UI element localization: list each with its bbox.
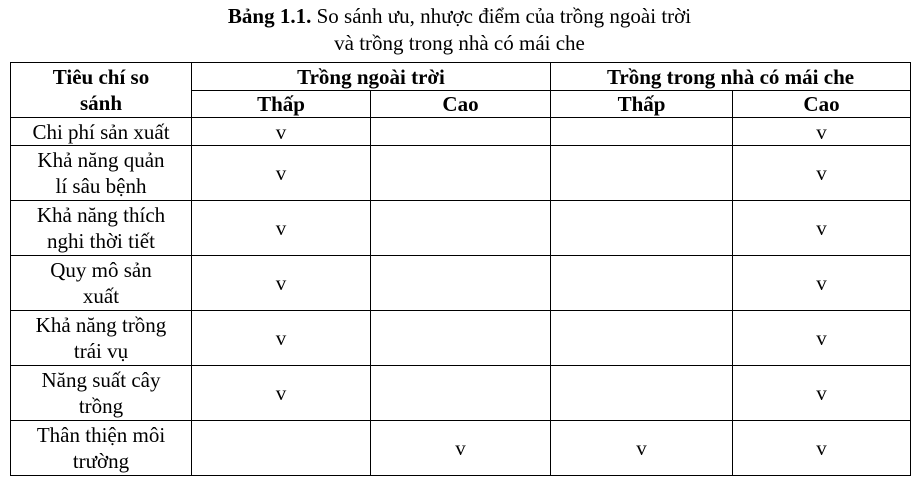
indoor-high-cell: v: [733, 256, 911, 311]
criterion-line-2: trồng: [78, 394, 124, 418]
criterion-line-2: xuất: [82, 284, 120, 308]
criterion-line-1: Khả năng quản: [37, 148, 165, 172]
table-row: [11, 201, 911, 256]
criteria-header-line-2: sánh: [79, 91, 123, 115]
table-row: [11, 311, 911, 366]
outdoor-high-cell: [371, 118, 551, 146]
outdoor-group-header: Trồng ngoài trời: [192, 63, 551, 91]
criteria-header: [11, 63, 192, 118]
criterion-cell: [11, 311, 192, 366]
criterion-cell: [11, 201, 192, 256]
outdoor-high-cell: [371, 201, 551, 256]
indoor-low-cell: [551, 201, 733, 256]
indoor-high-cell: v: [733, 146, 911, 201]
indoor-high-cell: v: [733, 366, 911, 421]
indoor-low-cell: [551, 366, 733, 421]
criterion-cell: [11, 256, 192, 311]
indoor-low-cell: [551, 311, 733, 366]
outdoor-high-header: Cao: [371, 91, 551, 118]
table-row: [11, 118, 911, 146]
outdoor-high-cell: [371, 146, 551, 201]
outdoor-low-cell: v: [192, 201, 371, 256]
outdoor-high-cell: [371, 256, 551, 311]
criteria-header-line-1: Tiêu chí so: [52, 65, 150, 89]
indoor-low-cell: [551, 256, 733, 311]
caption-line-1: [0, 3, 919, 30]
header-row-groups: [11, 63, 911, 91]
caption-line-2: và trồng trong nhà có mái che: [334, 31, 585, 55]
outdoor-low-cell: v: [192, 311, 371, 366]
indoor-high-cell: v: [733, 201, 911, 256]
criterion-line-2: nghi thời tiết: [47, 229, 155, 253]
indoor-low-header: Thấp: [551, 91, 733, 118]
table-row: [11, 146, 911, 201]
outdoor-high-cell: [371, 311, 551, 366]
table-row: [11, 421, 911, 476]
outdoor-low-cell: v: [192, 256, 371, 311]
indoor-low-cell: v: [551, 421, 733, 476]
criterion-cell: [11, 421, 192, 476]
criterion-line-1: Quy mô sản: [50, 258, 152, 282]
criterion-line-2: trái vụ: [73, 339, 129, 363]
outdoor-low-cell: v: [192, 118, 371, 146]
outdoor-low-cell: v: [192, 366, 371, 421]
outdoor-low-header: Thấp: [192, 91, 371, 118]
indoor-high-cell: v: [733, 311, 911, 366]
outdoor-low-cell: v: [192, 146, 371, 201]
table-caption: [0, 3, 919, 57]
caption-text: So sánh ưu, nhược điểm của trồng ngoài trời: [311, 4, 692, 28]
indoor-high-cell: v: [733, 421, 911, 476]
criterion-line-1: Khả năng trồng: [35, 313, 167, 337]
criterion-line-1: Năng suất cây: [41, 368, 161, 392]
criterion-line-1: Chi phí sản xuất: [32, 119, 170, 144]
criterion-line-2: trường: [72, 449, 130, 473]
indoor-low-cell: [551, 118, 733, 146]
caption-label: Bảng 1.1.: [227, 4, 312, 28]
criterion-line-1: Khả năng thích: [36, 203, 166, 227]
indoor-group-header: Trồng trong nhà có mái che: [551, 63, 911, 91]
outdoor-high-cell: [371, 366, 551, 421]
outdoor-low-cell: [192, 421, 371, 476]
table-row: [11, 366, 911, 421]
criterion-cell: [11, 366, 192, 421]
comparison-table: [10, 62, 911, 476]
indoor-low-cell: [551, 146, 733, 201]
criterion-line-1: Thân thiện môi: [36, 423, 166, 447]
table-row: [11, 256, 911, 311]
indoor-high-header: Cao: [733, 91, 911, 118]
criterion-cell: [11, 146, 192, 201]
criterion-cell: [11, 118, 192, 146]
indoor-high-cell: v: [733, 118, 911, 146]
outdoor-high-cell: v: [371, 421, 551, 476]
criterion-line-2: lí sâu bệnh: [55, 174, 147, 198]
